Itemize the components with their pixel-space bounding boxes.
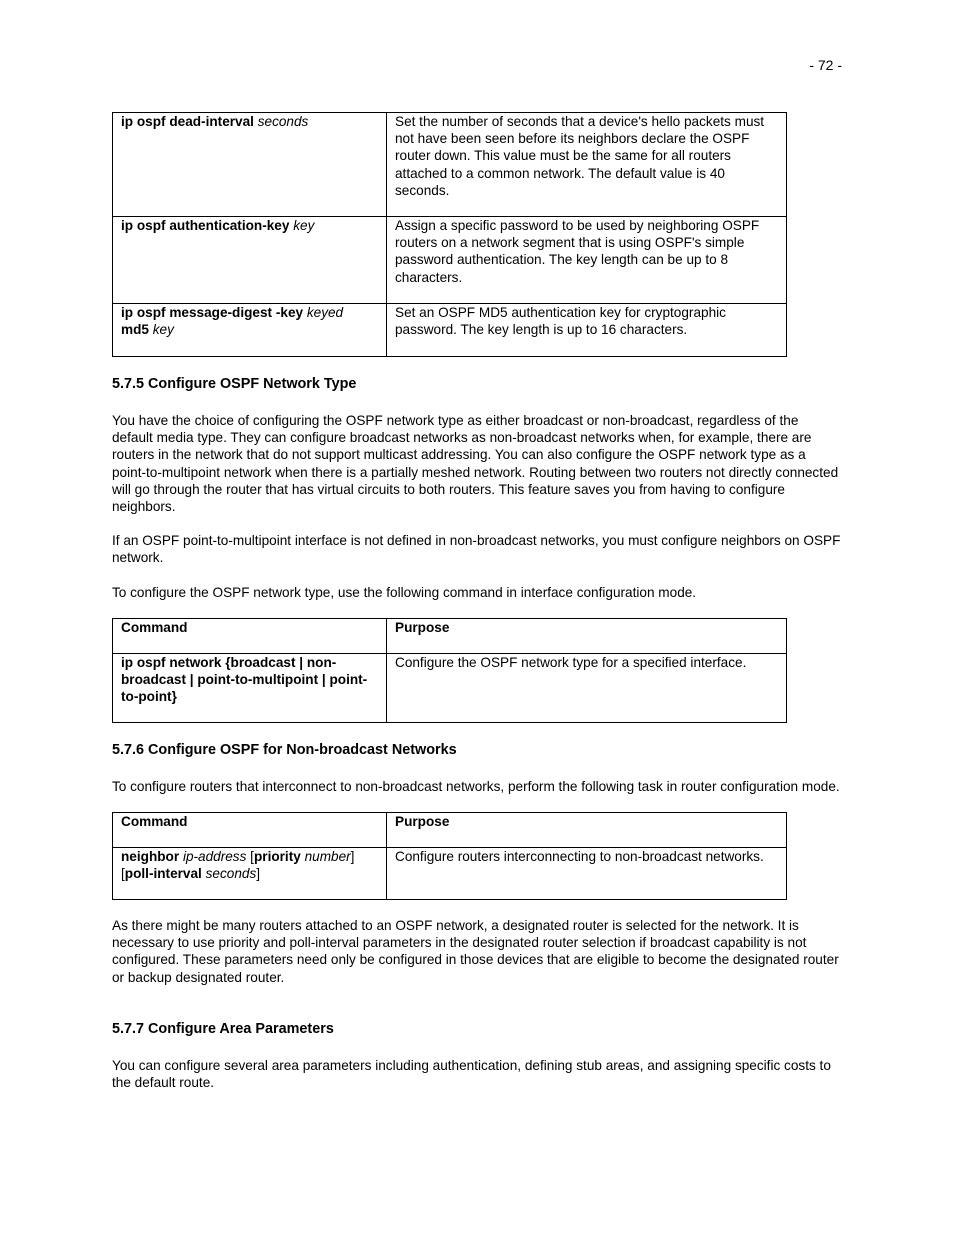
table-row bbox=[113, 848, 787, 900]
command-keyword: ip ospf message-digest -key bbox=[121, 305, 304, 320]
purpose-cell: Configure routers interconnecting to non-broadcast networks. bbox=[387, 848, 787, 900]
auth-command-table bbox=[112, 112, 787, 357]
section-heading-5-7-6: 5.7.6 Configure OSPF for Non-broadcast Networks bbox=[112, 741, 457, 758]
command-keyword: md5 bbox=[121, 322, 149, 338]
paragraph: If an OSPF point-to-multipoint interface is not defined in non-broadcast networks, you must configure neighbors on OSPF network. bbox=[112, 533, 841, 566]
command-argument: keyed bbox=[306, 305, 344, 320]
command-keyword: ip ospf authentication-key bbox=[121, 218, 290, 233]
header-command: Command bbox=[113, 618, 387, 653]
command-argument: ip-address bbox=[182, 849, 247, 865]
paragraph: To configure the OSPF network type, use the following command in interface configuration mode. bbox=[112, 584, 697, 600]
command-cell bbox=[113, 217, 387, 304]
header-purpose: Purpose bbox=[387, 813, 787, 848]
command-keyword: ip ospf dead-interval bbox=[121, 114, 254, 129]
header-purpose: Purpose bbox=[387, 618, 787, 653]
table-row bbox=[113, 113, 787, 217]
table-header-row bbox=[113, 813, 787, 848]
page-content bbox=[112, 112, 842, 1091]
table-row bbox=[113, 653, 787, 722]
command-argument: seconds bbox=[205, 866, 257, 882]
purpose-text: Set an OSPF MD5 authentication key for cryptographic password. The key length is up to 16 characters. bbox=[395, 305, 726, 338]
command-keyword: neighbor bbox=[121, 849, 180, 865]
paragraph: You can configure several area parameters including authentication, defining stub areas, and assigning specific costs to the default route. bbox=[112, 1057, 831, 1091]
command-argument: seconds bbox=[257, 114, 309, 129]
command-cell bbox=[113, 304, 387, 357]
network-type-table bbox=[112, 618, 787, 723]
paragraph: As there might be many routers attached to an OSPF network, a designated router is selected for the network. It is necessary to use priority and poll-interval parameters in the designated router selection if broadcast capability is not configured. These parameters need only be configured in those devices that are eligible to become the designated router or backup designated router. bbox=[112, 918, 839, 985]
purpose-cell bbox=[387, 217, 787, 304]
purpose-cell bbox=[387, 304, 787, 357]
command-keyword: priority bbox=[253, 849, 301, 865]
header-command: Command bbox=[113, 813, 387, 848]
table-header-row bbox=[113, 618, 787, 653]
purpose-text: Assign a specific password to be used by neighboring OSPF routers on a network segment that is using OSPF's simple password authentication. The key length can be up to 8 characters. bbox=[395, 218, 760, 285]
non-broadcast-table bbox=[112, 812, 787, 900]
command-argument: key bbox=[152, 322, 174, 338]
command-cell: ip ospf network {broadcast | non-broadcast | point-to-multipoint | point-to-point} bbox=[113, 653, 387, 722]
paragraph: To configure routers that interconnect to non-broadcast networks, perform the following task in router configuration mode. bbox=[112, 778, 840, 794]
command-argument: key bbox=[293, 218, 315, 233]
section-heading-5-7-5: 5.7.5 Configure OSPF Network Type bbox=[112, 376, 357, 392]
command-cell: neighbor ip-address [priority number] [poll-interval seconds] bbox=[113, 848, 387, 900]
purpose-cell bbox=[387, 113, 787, 217]
table-row bbox=[113, 304, 787, 357]
paragraph: You have the choice of configuring the OSPF network type as either broadcast or non-broadcast, regardless of the default media type. They can configure broadcast networks as non-broadcast networks when, for example, there are routers in the network that do not support multicast addressing. You can also configure the OSPF network type as a point-to-multipoint network when there is a partially meshed network. Routing between two routers not directly connected will go through the router that has virtual circuits to both routers. This feature saves you from having to configure neighbors. bbox=[112, 413, 839, 515]
command-keyword: poll-interval bbox=[124, 866, 202, 882]
command-argument: number bbox=[304, 849, 351, 865]
section-heading-5-7-7: 5.7.7 Configure Area Parameters bbox=[112, 1020, 334, 1037]
page-number: - 72 - bbox=[809, 57, 842, 73]
table-row bbox=[113, 217, 787, 304]
purpose-text: Set the number of seconds that a device's hello packets must not have been seen before its neighbors declare the OSPF router down. This value must be the same for all routers attached to a common network. The default value is 40 seconds. bbox=[395, 114, 765, 198]
purpose-cell: Configure the OSPF network type for a specified interface. bbox=[387, 653, 787, 722]
command-cell bbox=[113, 113, 387, 217]
